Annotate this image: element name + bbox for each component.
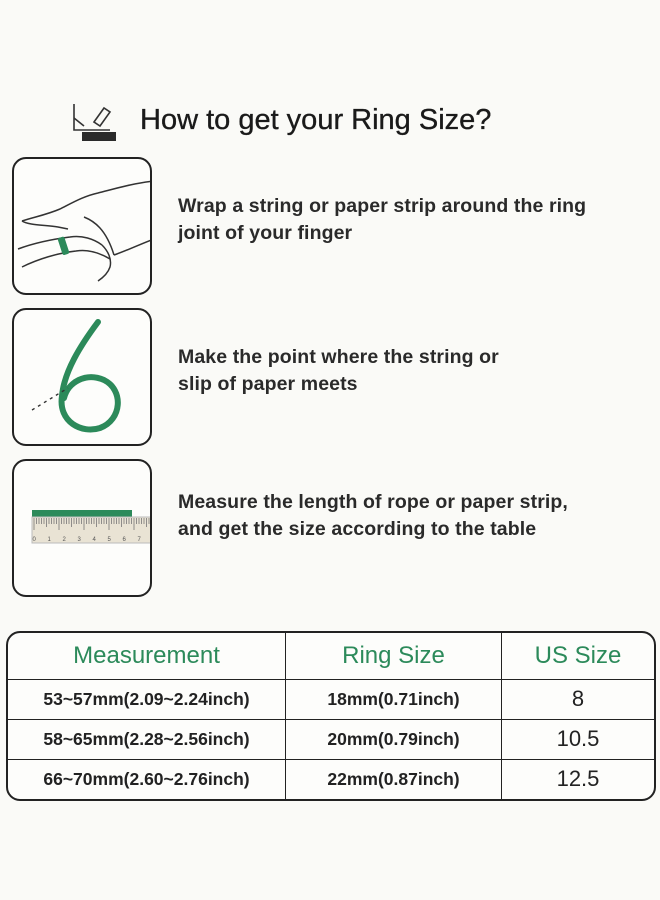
step-3-text <box>178 489 568 543</box>
header-measurement: Measurement <box>8 633 286 679</box>
ruler-number: 1 <box>47 537 51 543</box>
ruler-number: 0 <box>32 537 36 543</box>
cell-ring-size: 22mm(0.87inch) <box>286 759 502 799</box>
step-2-line-1: Make the point where the string or <box>178 346 499 368</box>
cell-measurement: 58~65mm(2.28~2.56inch) <box>8 719 286 759</box>
ruler-number: 7 <box>137 537 141 543</box>
page-title: How to get your Ring Size? <box>140 104 492 136</box>
step-1-text <box>178 193 586 247</box>
ruler-strip-icon <box>14 461 152 597</box>
step-1-line-2: joint of your finger <box>178 222 353 244</box>
ruler-number: 4 <box>92 537 96 543</box>
ring-size-table <box>6 631 656 801</box>
cell-ring-size: 18mm(0.71inch) <box>286 679 502 719</box>
hand-ring-icon <box>14 159 152 295</box>
ruler-number: 2 <box>62 537 66 543</box>
pencil-ruler-icon <box>70 100 118 144</box>
cell-measurement: 53~57mm(2.09~2.24inch) <box>8 679 286 719</box>
cell-us-size: 12.5 <box>556 766 600 791</box>
table-row <box>8 719 654 760</box>
step-1-illustration <box>12 157 152 295</box>
cell-us-size: 10.5 <box>556 726 600 751</box>
cell-us-size: 8 <box>571 686 585 711</box>
step-3-illustration <box>12 459 152 597</box>
cell-ring-size: 20mm(0.79inch) <box>286 719 502 759</box>
ruler-number: 5 <box>107 537 111 543</box>
ruler-number: 3 <box>77 537 81 543</box>
step-1-line-1: Wrap a string or paper strip around the ring <box>178 195 587 217</box>
step-3-line-2: and get the size according to the table <box>178 518 537 540</box>
header-us-size: US Size <box>534 642 622 669</box>
step-2-text <box>178 344 499 398</box>
table-row <box>8 759 654 799</box>
ruler-number: 6 <box>122 537 126 543</box>
step-2-line-2: slip of paper meets <box>178 373 358 395</box>
step-3-line-1: Measure the length of rope or paper strip, <box>178 491 568 513</box>
step-2-illustration <box>12 308 152 446</box>
table-row <box>8 679 654 720</box>
string-loop-icon <box>14 310 152 446</box>
cell-measurement: 66~70mm(2.60~2.76inch) <box>8 759 286 799</box>
table-header-row <box>8 633 654 680</box>
header-ring-size: Ring Size <box>286 633 502 679</box>
